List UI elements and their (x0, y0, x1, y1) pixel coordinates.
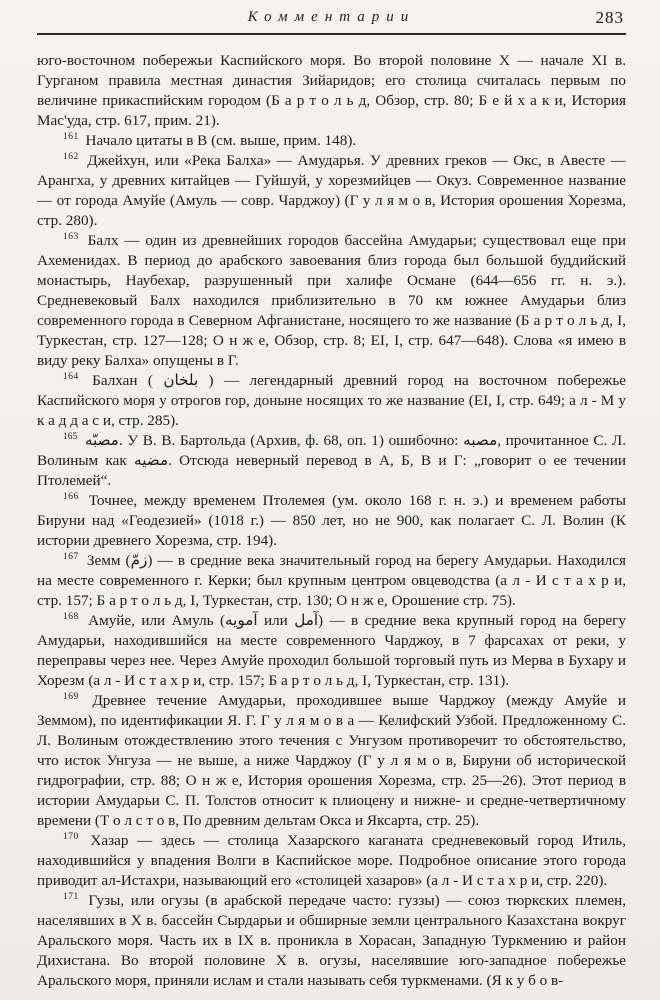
text-block (37, 51, 626, 991)
footnote-171 (37, 891, 626, 991)
footnote-167 (37, 551, 626, 611)
footnote-number: 171 (63, 891, 79, 902)
footnote-number: 170 (63, 831, 79, 842)
footnote-166 (37, 491, 626, 551)
footnote-text: Балхан ( بلخان ) — легендарный древний город на восточном побережье Каспийского моря у отрогов гор, доныне носящих то же название (EI, I, стр. 649; а л - М у к а д д а с и, стр. 285). (37, 372, 626, 429)
footnote-162 (37, 151, 626, 231)
footnote-168 (37, 611, 626, 691)
footnote-163 (37, 231, 626, 371)
footnote-text: Точнее, между временем Птолемея (ум. около 168 г. н. э.) и временем работы Бируни над «Геодезией» (1018 г.) — 850 лет, но не 900, как полагает С. Л. Волин (К истории древнего Хорезма, стр. 194). (37, 492, 626, 549)
footnote-text: Гузы, или огузы (в арабской передаче часто: гуззы) — союз тюркских племен, населявших в X в. бассейн Сырдарьи и обширные земли центрального Казахстана вокруг Аральского моря. Часть их в IX в. проникла в Хорасан, Западную Туркмению и район Дихистана. Во второй половине X в. огузы, населявшие юго-западное побережье Аральского моря, приняли ислам и стали называть себя туркменами. (Я к у б о в- (37, 892, 626, 989)
footnote-165 (37, 431, 626, 491)
continuation-paragraph: юго-восточном побережьи Каспийского моря. Во второй половине X — начале XI в. Гурганом правила местная династия Зийаридов; его столица считалась первым по величине прикаспийским городом (Б а р т о л ь д, Обзор, стр. 80; Б е й х а к и, История Мас'уда, стр. 617, прим. 21). (37, 52, 626, 129)
footnote-text: مصبّه. У В. В. Бартольда (Архив, ф. 68, оп. 1) ошибочно: مصبه, прочитанное С. Л. Волиным как مضيه. Отсюда неверный перевод в А, Б, В и Г: „говорит о ее течении Птолемей“. (37, 432, 626, 489)
footnote-text: Амуйе, или Амуль (آمويه или آمل) — в средние века крупный город на берегу Амударьи, находившийся на месте современного Чарджоу, в 7 фарсахах от реки, у переправы через нее. Через Амуйе проходил большой торговый путь из Мерва в Бухару и Хорезм (а л - И с т а х р и, стр. 157; Б а р т о л ь д, I, Туркестан, стр. 131). (37, 612, 626, 689)
footnote-number: 168 (63, 611, 79, 622)
footnote-text: Балх — один из древнейших городов бассейна Амударьи; существовал еще при Ахеменидах. В период до арабского завоевания близ города был большой буддийский монастырь, Наубехар, разрушенный при халифе Османе (644—656 гг. н. э.). Средневековый Балх находился приблизительно в 70 км южнее Амударьи близ современного города в Северном Афганистане, носящего то же название (Б а р т о л ь д, I, Туркестан, стр. 127—128; О н ж е, Обзор, стр. 8; EI, I, стр. 647—648). Слова «я имею в виду реку Балха» опущены в Г. (37, 232, 626, 369)
footnote-text: Хазар — здесь — столица Хазарского каганата средневековый город Итиль, находившийся у впадения Волги в Каспийское море. Подробное описание этого города приводит ал-Истахри, называющий его «столицей хазаров» (а л - И с т а х р и, стр. 220). (37, 832, 626, 889)
footnote-text: Джейхун, или «Река Балха» — Амударья. У древних греков — Окс, в Авесте — Арангха, у древних китайцев — Гуйшуй, у хорезмийцев — Окуз. Современное название — от города Амуйе (Амуль — совр. Чарджоу) (Г у л я м о в, История орошения Хорезма, стр. 280). (37, 152, 626, 229)
page-header (37, 9, 626, 30)
page-number: 283 (595, 8, 624, 27)
footnote-number: 167 (63, 551, 79, 562)
footnote-number: 163 (63, 231, 79, 242)
footnote-164 (37, 371, 626, 431)
footnote-number: 164 (63, 371, 79, 382)
footnotes-list (37, 131, 626, 991)
footnote-170 (37, 831, 626, 891)
footnote-number: 162 (63, 151, 79, 162)
running-title: Комментарии (247, 9, 416, 25)
footnote-number: 165 (63, 431, 78, 442)
footnote-number: 161 (63, 131, 79, 142)
footnote-number: 169 (63, 691, 79, 702)
footnote-161 (37, 131, 626, 151)
footnote-text: Начало цитаты в В (см. выше, прим. 148). (81, 132, 357, 149)
footnote-text: Древнее течение Амударьи, проходившее выше Чарджоу (между Амуйе и Земмом), по идентификации Я. Г. Г у л я м о в а — Келифский Узбой. Предложенному С. Л. Волиным отождествлению этого течения с Унгузом противоречит то обстоятельство, что исток Унгуза — не выше, а ниже Чарджоу (Г у л я м о в, Бируни об исторической гидрографии, стр. 88; О н ж е, История орошения Хорезма, стр. 25—26). Этот период в истории Амударьи С. П. Толстов относит к плиоцену и нижне- и средне-четвертичному времени (Т о л с т о в, По древним дельтам Окса и Яксарта, стр. 25). (37, 692, 626, 829)
footnote-169 (37, 691, 626, 831)
header-rule (37, 33, 626, 35)
footnote-number: 166 (63, 491, 79, 502)
footnote-text: Земм (زمّ) — в средние века значительный город на берегу Амударьи. Находился на месте современного г. Керки; был крупным центром овцеводства (а л - И с т а х р и, стр. 157; Б а р т о л ь д, I, Туркестан, стр. 130; О н ж е, Орошение стр. 75). (37, 552, 626, 609)
